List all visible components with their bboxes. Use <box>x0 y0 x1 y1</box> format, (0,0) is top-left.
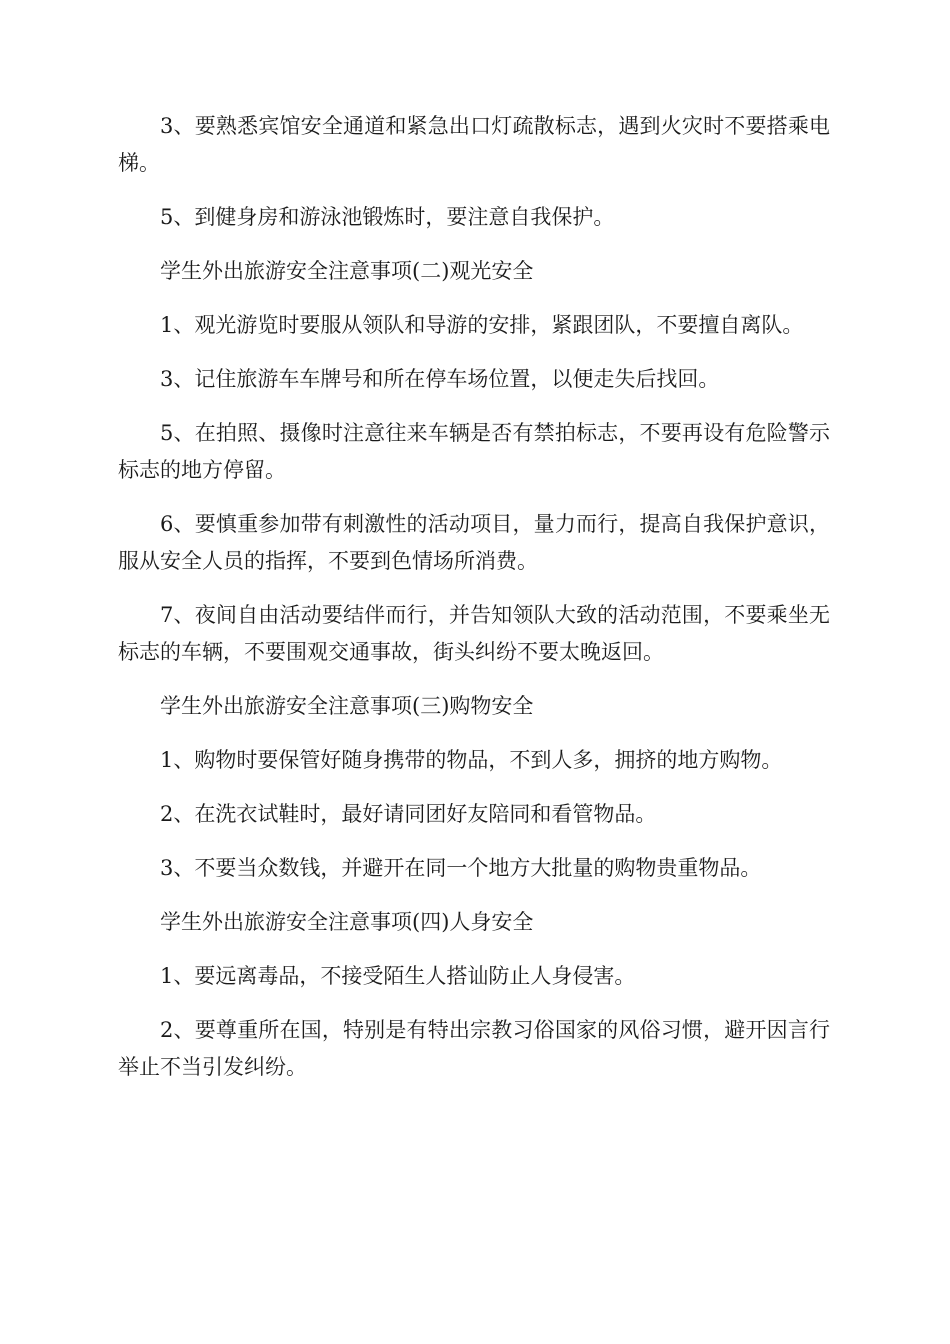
paragraph-night-activity: 7、夜间自由活动要结伴而行，并告知领队大致的活动范围，不要乘坐无标志的车辆，不要围观交通事故，街头纠纷不要太晚返回。 <box>118 603 830 664</box>
document-body <box>118 108 830 1103</box>
paragraph-follow-guide: 1、观光游览时要服从领队和导游的安排，紧跟团队，不要擅自离队。 <box>160 313 804 337</box>
paragraph-gym-pool: 5、到健身房和游泳池锻炼时，要注意自我保护。 <box>160 205 615 229</box>
paragraph-thrill-activities: 6、要慎重参加带有刺激性的活动项目，量力而行，提高自我保护意识，服从安全人员的指挥，不要到色情场所消费。 <box>118 512 830 573</box>
section-heading-sightseeing: 学生外出旅游安全注意事项(二)观光安全 <box>160 259 534 283</box>
paragraph-photo-signs: 5、在拍照、摄像时注意往来车辆是否有禁拍标志，不要再设有危险警示标志的地方停留。 <box>118 421 830 482</box>
section-heading-shopping: 学生外出旅游安全注意事项(三)购物安全 <box>160 694 534 718</box>
paragraph-local-customs: 2、要尊重所在国，特别是有特出宗教习俗国家的风俗习惯，避开因言行举止不当引发纠纷。 <box>118 1018 830 1079</box>
paragraph-counting-money: 3、不要当众数钱，并避开在同一个地方大批量的购物贵重物品。 <box>160 856 762 880</box>
paragraph-drugs-strangers: 1、要远离毒品，不接受陌生人搭讪防止人身侵害。 <box>160 964 636 988</box>
paragraph-hotel-exit: 3、要熟悉宾馆安全通道和紧急出口灯疏散标志，遇到火灾时不要搭乘电梯。 <box>118 114 830 175</box>
section-heading-personal-safety: 学生外出旅游安全注意事项(四)人身安全 <box>160 910 534 934</box>
paragraph-belongings: 1、购物时要保管好随身携带的物品，不到人多，拥挤的地方购物。 <box>160 748 783 772</box>
paragraph-bus-number: 3、记住旅游车车牌号和所在停车场位置，以便走失后找回。 <box>160 367 720 391</box>
paragraph-fitting-room: 2、在洗衣试鞋时，最好请同团好友陪同和看管物品。 <box>160 802 657 826</box>
